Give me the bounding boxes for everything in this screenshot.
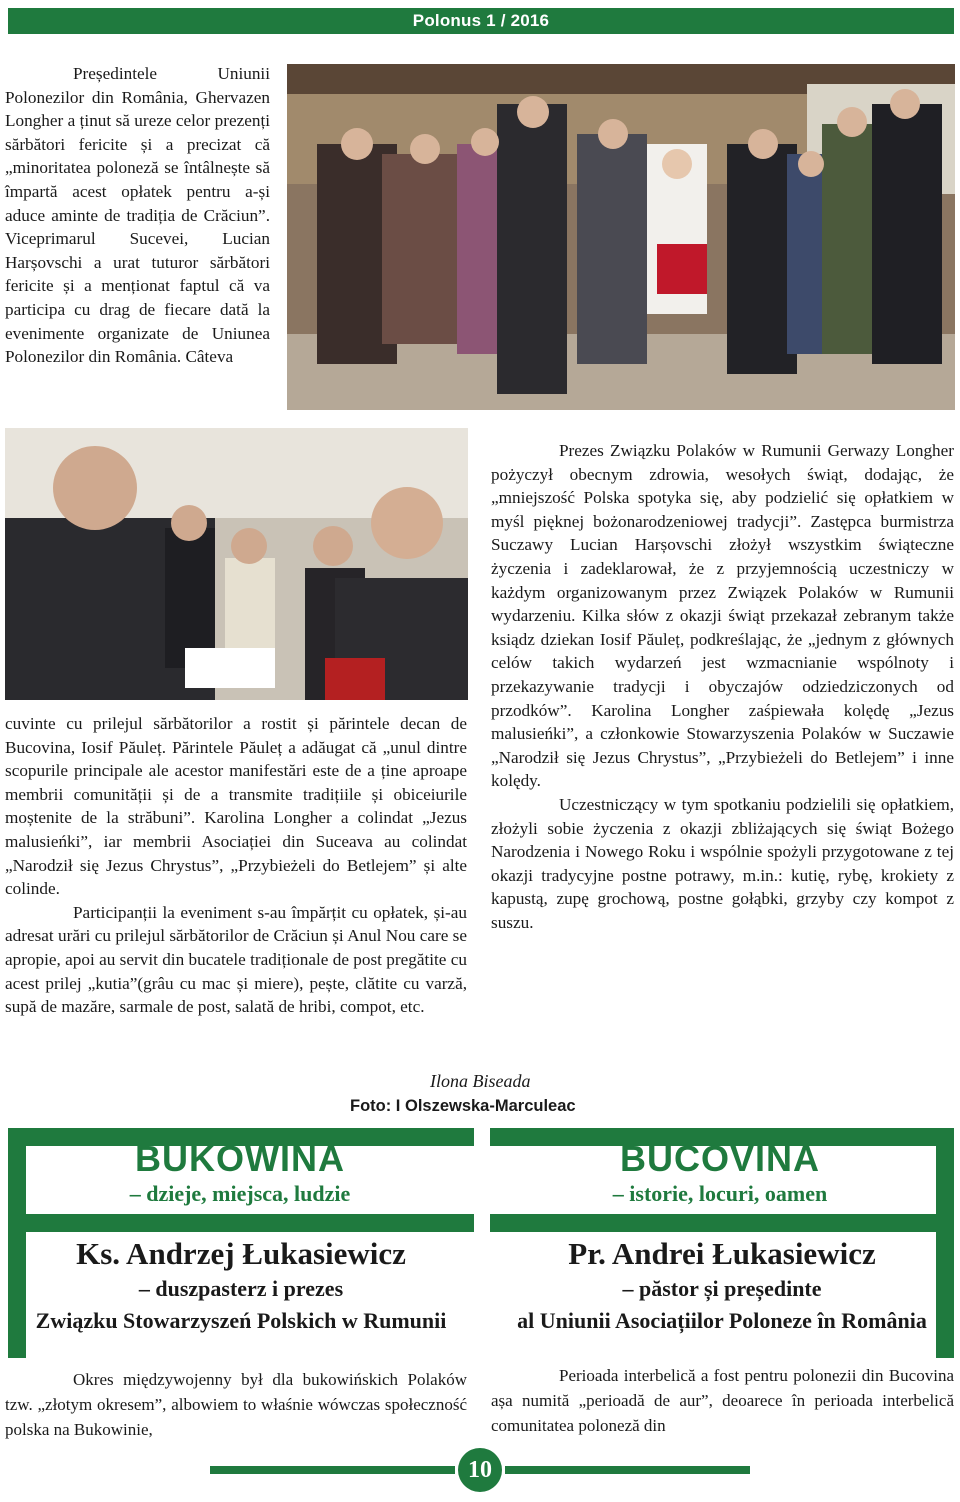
book-pl-author: Ks. Andrzej Łukasiewicz	[76, 1236, 406, 1271]
book-ro-title: BUCOVINA	[619, 1138, 820, 1179]
book-pl-role-1: – duszpasterz i prezes	[138, 1276, 344, 1301]
photo-credit: Foto: I Olszewska-Marculeac	[350, 1097, 576, 1115]
book-ro-divider	[490, 1214, 936, 1232]
ro-paragraph-2: cuvinte cu prilejul sărbătorilor a rostit și părintele decan de Bucovina, Iosif Păuleț. Părintele Păuleț a adăugat că „unul dintre scopurile principale ale acestor manifestări este de a ține aproape membrii comunității și de a transmite tradițiile și obiceiurile moștenite de la străbuni”. Karolina Longher a colindat „Jezus malusieńki”, iar membrii Asociației din Suceava au colindat „Narodził się Jezus Chrystus”, „Przybieżeli do Betlejem” și alte colinde. Participanții la eveniment s-au împărțit cu opłatek, și-au adresat urări cu prilejul sărbătorilor de Crăciun și Anul Nou care se apropie, apoi au servit din bucatele tradiționale de post pregătite cu acest prilej „kutia”(grâu cu mac și miere), pește, clătite cu varză, supă de mazăre, sarmale de post, salată de hribi, compot, etc.	[5, 714, 467, 1017]
footer-line-left	[210, 1466, 455, 1474]
book-ro-subtitle: – istorie, locuri, oamen	[612, 1181, 828, 1206]
book-pl-title: BUKOWINA	[135, 1138, 345, 1179]
issue-label: Polonus 1 / 2016	[412, 11, 550, 30]
pl-paragraph-2: Uczestniczący w tym spotkaniu podzielili się opłatkiem, złożyli sobie życzenia z okazji zbliżających się świąt Bożego Narodzenia i Nowego Roku i wspólnie spożyli przygotowane z tej okazji tradycyjne postne potrawy, m.in.: kutię, rybę, krokiety z kapustą, zupę grochową, postne gołąbki, grzyby czy kompot z suszu.	[491, 794, 954, 932]
page-number	[458, 1448, 502, 1492]
carol-singers-photo	[287, 64, 955, 410]
article-author: Ilona Biseada	[430, 1071, 531, 1091]
issue-header	[8, 8, 954, 34]
pl-column	[491, 439, 954, 934]
book-ro-role-1: – păstor și președinte	[622, 1276, 822, 1301]
book-ro-excerpt: Perioada interbelică a fost pentru polonezii din Bucovina așa numită „perioadă de aur”, deoarece în perioada interbelică comunitatea poloneză din	[491, 1366, 954, 1435]
footer-line-right	[505, 1466, 750, 1474]
oplatek-sharing-photo	[5, 428, 468, 700]
pl-paragraph-1: Prezes Związku Polaków w Rumunii Gerwazy Longher pożyczył obecnym zdrowia, wesołych świąt, dodając, że „mniejszość Polska spotyka się, aby podzielić się opłatkiem w myśl pięknej bożonarodzeniowej tradycji”. Zastępca burmistrza Suczawy Lucian Harșovschi złożył wszystkim świąteczne życzenia i zadeklarował, że z przyjemnością uczestniczy w każdym organizowanym przez Związek Polaków w Rumunii wydarzeniu. Kilka słów z okazji świąt przekazał zebranym także ksiądz dziekan Iosif Păuleț, podkreślając, że „jednym z głównych celów takich wydarzeń jest wzmacnianie wspólnoty i przekazywanie tradycji i obyczajów odziedziczonych od przodków”. Karolina Longher zaśpiewała kolędę „Jezus malusieńki”, a członkowie Stowarzyszenia Polaków w Suczawie „Narodził się Jezus Chrystus”, „Przybieżeli do Betlejem” i inne kolędy.	[491, 441, 954, 791]
book-pl-divider	[26, 1214, 474, 1232]
page-number-label: 10	[468, 1456, 492, 1483]
book-pl-excerpt: Okres międzywojenny był dla bukowińskich Polaków tzw. „złotym okresem”, albowiem to właśnie wówczas społeczność polska na Bukowinie,	[5, 1370, 467, 1439]
book-pl-role-2: Związku Stowarzyszeń Polskich w Rumunii	[35, 1308, 447, 1333]
book-ro-author: Pr. Andrei Łukasiewicz	[568, 1236, 876, 1271]
book-pl-subtitle: – dzieje, miejsca, ludzie	[129, 1181, 351, 1206]
ro-paragraph-1: Președintele Uniunii Polonezilor din România, Ghervazen Longher a ținut să ureze celor prezenți sărbători fericite și a precizat că „minoritatea poloneză se întâlnește să împartă acest opłatek pentru a-și aduce aminte de tradiția de Crăciun”. Viceprimarul Sucevei, Lucian Harșovschi a urat tuturor sărbători fericite și a menționat faptul că va participa cu drag de fiecare dată la evenimente organizate de Uniunea Polonezilor din România. Câteva	[5, 64, 270, 367]
book-ro-role-2: al Uniunii Asociațiilor Poloneze în România	[517, 1308, 927, 1333]
